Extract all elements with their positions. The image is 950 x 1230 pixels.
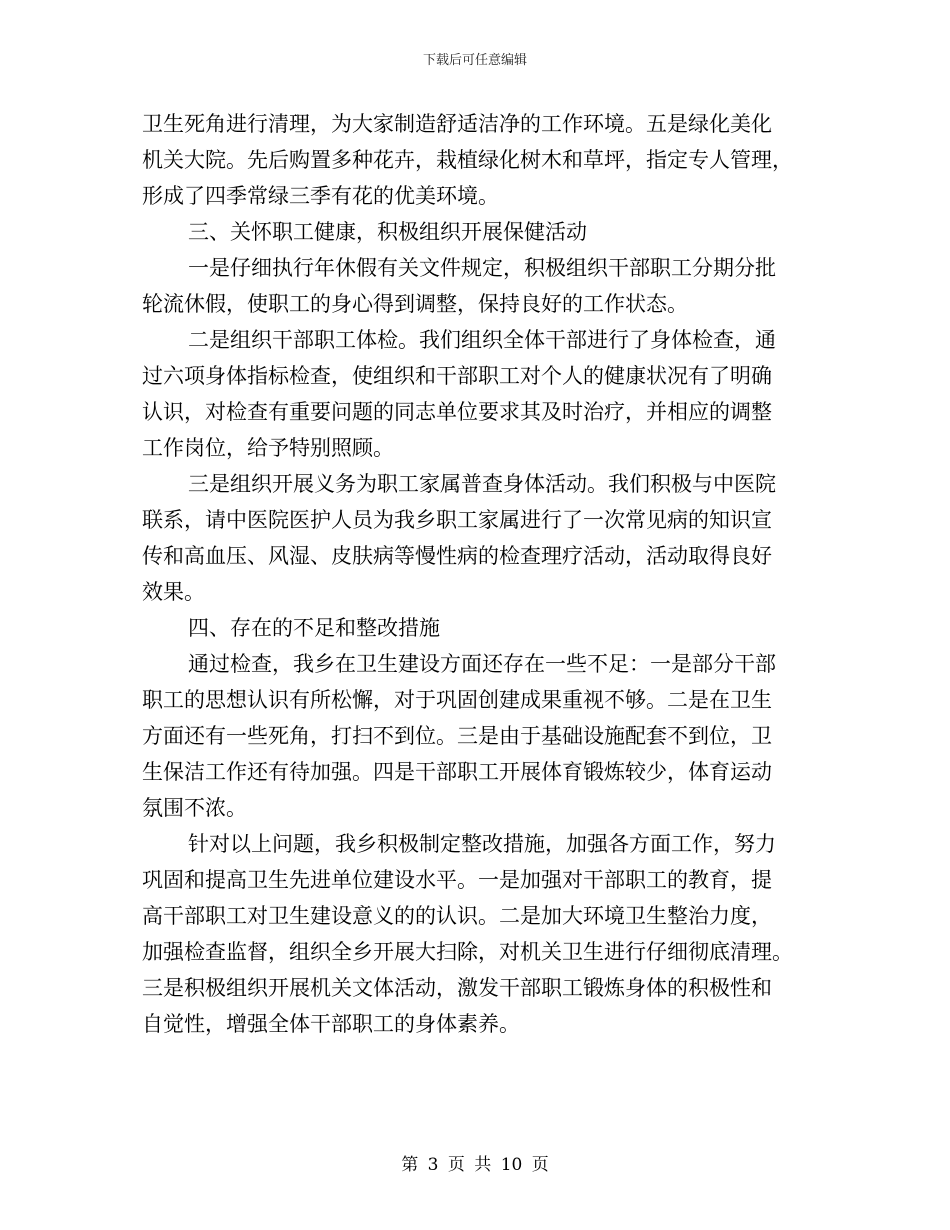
text-line: 传和高血压、风湿、皮肤病等慢性病的检查理疗活动，活动取得良好 — [142, 544, 772, 568]
text-line: 机关大院。先后购置多种花卉，栽植绿化树木和草坪，指定专人管理， — [142, 148, 793, 172]
text-line: 自觉性，增强全体干部职工的身体素养。 — [142, 1012, 520, 1036]
text-line: 三是组织开展义务为职工家属普查身体活动。我们积极与中医院 — [188, 472, 776, 496]
text-line: 认识，对检查有重要问题的同志单位要求其及时治疗，并相应的调整 — [142, 400, 772, 424]
text-line: 生保洁工作还有待加强。四是干部职工开展体育锻炼较少，体育运动 — [142, 760, 772, 784]
text-line: 过六项身体指标检查，使组织和干部职工对个人的健康状况有了明确 — [142, 364, 772, 388]
text-line: 高干部职工对卫生建设意义的的认识。二是加大环境卫生整治力度， — [142, 904, 772, 928]
text-line: 三是积极组织开展机关文体活动，激发干部职工锻炼身体的积极性和 — [142, 976, 772, 1000]
text-line: 方面还有一些死角，打扫不到位。三是由于基础设施配套不到位，卫 — [142, 724, 772, 748]
page-number: 第 3 页 共 10 页 — [401, 1155, 549, 1175]
text-line: 一是仔细执行年休假有关文件规定，积极组织干部职工分期分批 — [188, 256, 776, 280]
document-body — [142, 106, 812, 1042]
text-line: 氛围不浓。 — [142, 796, 247, 820]
text-line: 四、存在的不足和整改措施 — [188, 616, 440, 640]
page-header: 下载后可任意编辑 — [422, 53, 527, 68]
text-line: 三、关怀职工健康，积极组织开展保健活动 — [188, 220, 587, 244]
text-line: 二是组织干部职工体检。我们组织全体干部进行了身体检查，通 — [188, 328, 776, 352]
text-line: 巩固和提高卫生先进单位建设水平。一是加强对干部职工的教育，提 — [142, 868, 772, 892]
text-line: 加强检查监督，组织全乡开展大扫除，对机关卫生进行仔细彻底清理。 — [142, 940, 793, 964]
text-line: 职工的思想认识有所松懈，对于巩固创建成果重视不够。二是在卫生 — [142, 688, 772, 712]
text-line: 效果。 — [142, 580, 205, 604]
text-line: 联系，请中医院医护人员为我乡职工家属进行了一次常见病的知识宣 — [142, 508, 772, 532]
text-line: 工作岗位，给予特别照顾。 — [142, 436, 394, 460]
text-line: 卫生死角进行清理，为大家制造舒适洁净的工作环境。五是绿化美化 — [142, 112, 772, 136]
text-line: 通过检查，我乡在卫生建设方面还存在一些不足：一是部分干部 — [188, 652, 776, 676]
text-line: 针对以上问题，我乡积极制定整改措施，加强各方面工作，努力 — [188, 832, 776, 856]
text-line: 轮流休假，使职工的身心得到调整，保持良好的工作状态。 — [142, 292, 688, 316]
text-line: 形成了四季常绿三季有花的优美环境。 — [142, 184, 499, 208]
